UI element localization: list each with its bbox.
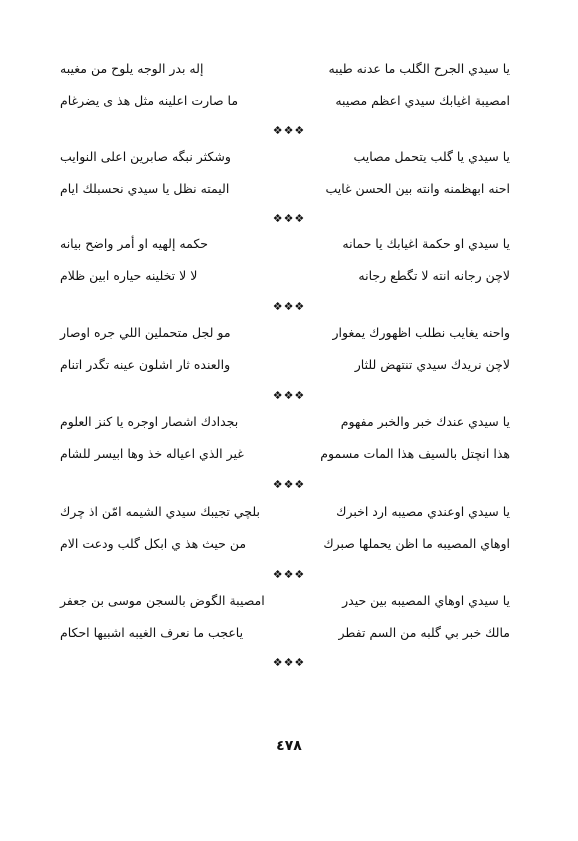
verse-line — [0, 411, 578, 443]
verse-second-hemistich: بجدادك اشصار اوجره يا كنز العلوم — [60, 414, 239, 429]
stanza-separator: ❖❖❖ — [272, 656, 306, 669]
verse-first-hemistich: يا سيدي او حكمة اغيابك يا حمانه — [342, 236, 510, 251]
verse-second-hemistich: لا لا تخلينه حياره ابين ظلام — [60, 268, 198, 283]
verse-first-hemistich: امصيبة اغيابك سيدي اعظم مصيبه — [335, 93, 510, 108]
verse-line — [0, 265, 578, 297]
verse-second-hemistich: من حيث هذ ي ابكل گلب ودعت الام — [60, 536, 247, 551]
verse-second-hemistich: إله بدر الوجه يلوح من مغيبه — [60, 61, 204, 76]
verse-second-hemistich: ما صارت اعلينه مثل هذ ى يضرغام — [60, 93, 239, 108]
verse-first-hemistich: واحنه يغايب نطلب اظهورك يمغوار — [332, 325, 510, 340]
verse-first-hemistich: احنه ابهظمنه وانته بين الحسن غايب — [325, 181, 510, 196]
verse-second-hemistich: اليمته نظل يا سيدي نحسبلك ايام — [60, 181, 230, 196]
stanza-5 — [0, 411, 578, 475]
page-number: ٤٧٨ — [276, 738, 302, 754]
verse-first-hemistich: لاچن رجانه انته لا تگطع رجانه — [358, 268, 510, 283]
stanza-separator: ❖❖❖ — [272, 300, 306, 313]
verse-line — [0, 590, 578, 622]
stanza-separator: ❖❖❖ — [272, 478, 306, 491]
verse-line — [0, 58, 578, 90]
verse-first-hemistich: يا سيدي عندك خبر والخبر مفهوم — [340, 414, 510, 429]
verse-first-hemistich: يا سيدي اوهاي المصيبه بين حيدر — [342, 593, 510, 608]
verse-first-hemistich: اوهاي المصيبه ما اظن يحملها صبرك — [323, 536, 510, 551]
verse-line — [0, 233, 578, 265]
stanza-6 — [0, 501, 578, 565]
stanza-2 — [0, 146, 578, 210]
verse-first-hemistich: يا سيدي يا گلب يتحمل مصايب — [353, 149, 510, 164]
verse-line — [0, 90, 578, 122]
verse-line — [0, 178, 578, 210]
stanza-separator: ❖❖❖ — [272, 212, 306, 225]
verse-first-hemistich: هذا انچتل بالسيف هذا المات مسموم — [320, 446, 510, 461]
verse-second-hemistich: والعنده ثار اشلون عينه تگدر اتنام — [60, 357, 231, 372]
stanza-7 — [0, 590, 578, 654]
verse-second-hemistich: بلچي تجيبك سيدي الشيمه امّن اذ چرك — [60, 504, 260, 519]
verse-line — [0, 622, 578, 654]
verse-second-hemistich: حكمه إلهيه او أمر واضح بيانه — [60, 236, 208, 251]
verse-line — [0, 322, 578, 354]
stanza-separator: ❖❖❖ — [272, 389, 306, 402]
verse-line — [0, 443, 578, 475]
verse-line — [0, 501, 578, 533]
verse-second-hemistich: ياعجب ما نعرف الغيبه اشبيها احكام — [60, 625, 244, 640]
verse-first-hemistich: يا سيدي اوعندي مصيبه ارد اخبرك — [336, 504, 510, 519]
verse-second-hemistich: مو لجل متحملين اللي جره اوصار — [60, 325, 231, 340]
stanza-3 — [0, 233, 578, 297]
verse-line — [0, 354, 578, 386]
verse-second-hemistich: غير الذي اعياله خذ وها ابيسر للشام — [60, 446, 244, 461]
stanza-separator: ❖❖❖ — [272, 124, 306, 137]
stanza-separator: ❖❖❖ — [272, 568, 306, 581]
verse-second-hemistich: وشكثر نبگه صابرين اعلى النوايب — [60, 149, 231, 164]
verse-first-hemistich: لاچن نريدك سيدي تنتهض للثار — [354, 357, 510, 372]
verse-second-hemistich: امصيبة الگوض بالسجن موسى بن جعفر — [60, 593, 265, 608]
verse-first-hemistich: مالك خبر بي گلبه من السم تفطر — [338, 625, 510, 640]
stanza-4 — [0, 322, 578, 386]
stanza-1 — [0, 58, 578, 122]
verse-line — [0, 533, 578, 565]
verse-first-hemistich: يا سيدي الجرح الگلب ما عدنه طيبه — [328, 61, 510, 76]
verse-line — [0, 146, 578, 178]
